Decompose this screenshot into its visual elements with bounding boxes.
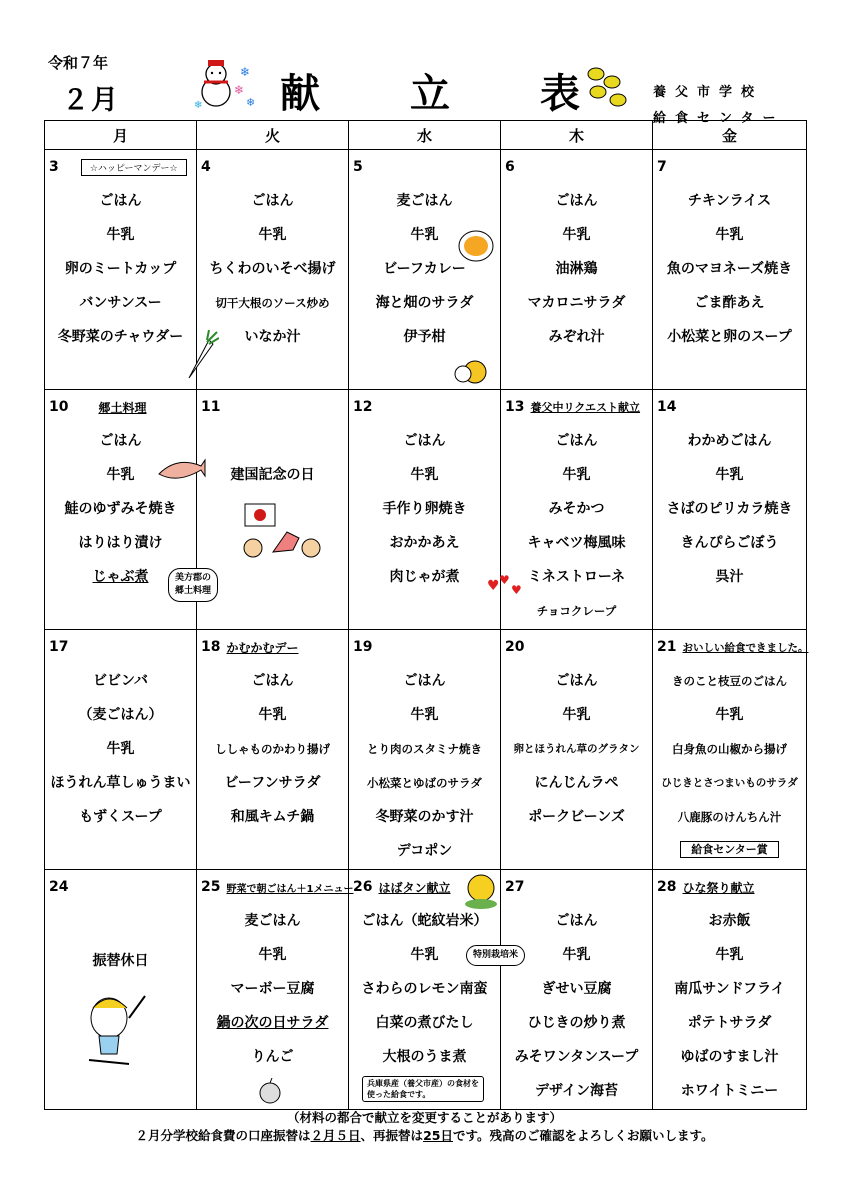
menu-item: 油淋鶏 <box>555 261 598 277</box>
menu-item: マカロニサラダ <box>527 295 626 311</box>
menu-item: 建国記念の日 <box>230 467 315 483</box>
menu-item: 海と畑のサラダ <box>375 295 474 311</box>
era-label: 令和７年 <box>48 54 109 72</box>
day-number: 5 <box>353 159 363 175</box>
day-cell <box>653 150 807 390</box>
day-number: 3 <box>49 159 59 175</box>
menu-item: お赤飯 <box>708 913 751 929</box>
page-title <box>280 62 580 119</box>
day-number: 19 <box>353 639 373 655</box>
menu-item: 牛乳 <box>410 467 439 483</box>
note-line: 使った給食です。 <box>367 1090 431 1099</box>
footer-date: 25日 <box>423 1128 453 1143</box>
menu-item: 小松菜とゆばのサラダ <box>367 776 482 790</box>
footer-payment-note <box>0 1126 849 1144</box>
day-number: 24 <box>49 879 69 895</box>
menu-item: 牛乳 <box>258 227 287 243</box>
day-cell <box>45 150 197 390</box>
menu-item: わかめごはん <box>687 433 772 449</box>
day-number: 11 <box>201 399 221 415</box>
special-rice-note <box>466 945 525 966</box>
menu-item: ししゃものかわり揚げ <box>215 742 330 756</box>
day-number: 14 <box>657 399 677 415</box>
day-number: 20 <box>505 639 525 655</box>
menu-item: 卵のミートカップ <box>64 261 177 277</box>
day-number: 25 <box>201 879 221 895</box>
menu-item: 牛乳 <box>106 741 135 757</box>
menu-item: さわらのレモン南蛮 <box>361 981 488 997</box>
menu-item: ひじきの炒り煮 <box>527 1015 626 1031</box>
footer-text: ２月分学校給食費の口座振替は <box>135 1128 311 1143</box>
menu-item: にんじんラペ <box>534 775 619 791</box>
footer-date: ２月５日 <box>310 1128 361 1143</box>
menu-item: 牛乳 <box>562 947 591 963</box>
menu-item: きのこと枝豆のごはん <box>672 674 787 688</box>
menu-item: みそワンタンスープ <box>514 1049 639 1065</box>
menu-item: 牛乳 <box>106 467 135 483</box>
menu-item: さばのピリカラ焼き <box>666 501 793 517</box>
day-cell <box>197 630 349 870</box>
menu-item: ビーフンサラダ <box>224 775 321 791</box>
day-number: 27 <box>505 879 525 895</box>
note-line: 郷土料理 <box>175 586 212 596</box>
event-title: 郷土料理 <box>98 400 147 415</box>
month-label: ２月 <box>62 85 120 116</box>
svg-text:❄: ❄ <box>234 83 245 97</box>
habatan-icon <box>461 870 501 910</box>
day-cell <box>349 870 501 1110</box>
menu-item: 八鹿豚のけんちん汁 <box>677 810 782 824</box>
menu-item: ごはん <box>555 193 598 209</box>
menu-item: はりはり漬け <box>78 535 163 551</box>
menu-item: 牛乳 <box>715 467 744 483</box>
menu-item: りんご <box>251 1049 294 1065</box>
day-cell <box>501 870 653 1110</box>
note-line: 特別栽培米 <box>473 950 519 960</box>
note-line: 美方郡の <box>175 573 212 583</box>
day-cell <box>197 870 354 1110</box>
day-number: 7 <box>657 159 667 175</box>
menu-item: デコポン <box>396 843 453 859</box>
menu-item: 白菜の煮びたし <box>375 1015 474 1031</box>
menu-item: キャベツ梅風味 <box>527 535 626 551</box>
day-cell <box>501 150 653 390</box>
day-number: 4 <box>201 159 211 175</box>
event-title: はばタン献立 <box>378 880 451 895</box>
menu-item: みそかつ <box>548 501 605 517</box>
hyogo-note <box>362 1076 484 1102</box>
event-title: かむかむデー <box>226 640 299 655</box>
hearts-icon <box>487 572 527 598</box>
menu-item: 鍋の次の日サラダ <box>216 1015 329 1031</box>
award-ribbon: 給食センター賞 <box>680 841 779 858</box>
menu-item: ほうれん草しゅうまい <box>50 775 191 791</box>
day-cell <box>45 630 197 870</box>
menu-item: 牛乳 <box>562 467 591 483</box>
mascot-icon <box>79 988 149 1066</box>
day-cell <box>653 630 807 870</box>
day-number: 21 <box>657 639 677 655</box>
menu-item: 和風キムチ鍋 <box>230 809 315 825</box>
weekday-header: 月 <box>45 121 197 150</box>
menu-item: 牛乳 <box>258 947 287 963</box>
day-cell <box>45 870 197 1110</box>
menu-item: チキンライス <box>687 193 772 209</box>
orange-icon <box>453 356 489 386</box>
menu-item: ごま酢あえ <box>694 295 765 311</box>
menu-item: 大根のうま煮 <box>382 1049 467 1065</box>
menu-item: ごはん <box>99 433 142 449</box>
menu-item: みぞれ汁 <box>548 329 605 345</box>
event-title: ひな祭り献立 <box>682 880 755 895</box>
menu-item: 冬野菜のチャウダー <box>57 329 184 345</box>
day-cell <box>349 390 501 630</box>
event-title: おいしい給食できました。 <box>682 641 809 654</box>
day-cell <box>197 150 349 390</box>
menu-item: じゃぶ煮 <box>92 569 149 585</box>
title-char: 表 <box>540 71 580 117</box>
menu-item: ポークビーンズ <box>528 809 625 825</box>
footer-note: （材料の都合で献立を変更することがあります） <box>286 1110 562 1125</box>
menu-item: ごはん（蛇紋岩米） <box>361 913 488 929</box>
weekday-header: 火 <box>197 121 349 150</box>
menu-item: 麦ごはん <box>396 193 453 209</box>
menu-item: 牛乳 <box>715 227 744 243</box>
japan-flag-icon <box>243 502 323 566</box>
menu-item: ちくわのいそべ揚げ <box>209 261 336 277</box>
event-title: 養父中リクエスト献立 <box>530 401 641 414</box>
menu-item: 切干大根のソース炒め <box>215 296 330 310</box>
menu-item: 肉じゃが煮 <box>389 569 460 585</box>
menu-item: 冬野菜のかす汁 <box>375 809 474 825</box>
day-cell <box>653 390 807 630</box>
menu-item: チョコクレープ <box>536 604 617 618</box>
menu-item: ミネストローネ <box>527 569 626 585</box>
menu-item: おかかあえ <box>389 535 460 551</box>
menu-calendar <box>44 120 807 1110</box>
menu-item: バンサンスー <box>79 295 162 311</box>
menu-item: （麦ごはん） <box>78 707 163 723</box>
weekday-header: 水 <box>349 121 501 150</box>
menu-item: ごはん <box>99 193 142 209</box>
day-cell <box>349 150 501 390</box>
snowman-icon <box>190 56 260 112</box>
menu-item: もずくスープ <box>79 809 162 825</box>
menu-item: ごはん <box>555 673 598 689</box>
svg-text:❄: ❄ <box>246 96 256 109</box>
menu-item: 牛乳 <box>410 227 439 243</box>
day-cell <box>349 630 501 870</box>
menu-item: 牛乳 <box>106 227 135 243</box>
svg-text:♥: ♥ <box>511 583 522 597</box>
menu-item: ビーフカレー <box>383 261 466 277</box>
weekday-header: 金 <box>653 121 807 150</box>
menu-item: 牛乳 <box>410 947 439 963</box>
svg-text:❄: ❄ <box>240 65 251 79</box>
day-number: 18 <box>201 639 221 655</box>
menu-item: ホワイトミニー <box>680 1083 779 1099</box>
menu-item: 牛乳 <box>410 707 439 723</box>
menu-item: ごはん <box>251 193 294 209</box>
menu-item: 南瓜サンドフライ <box>674 981 785 997</box>
menu-item: 牛乳 <box>715 707 744 723</box>
menu-item: 牛乳 <box>258 707 287 723</box>
menu-item: 手作り卵焼き <box>382 501 467 517</box>
day-number: 10 <box>49 399 69 415</box>
menu-item: とり肉のスタミナ焼き <box>367 742 482 756</box>
menu-item: 魚のマヨネーズ焼き <box>666 261 793 277</box>
day-number: 28 <box>657 879 677 895</box>
menu-item: ポテトサラダ <box>687 1015 772 1031</box>
menu-item: 麦ごはん <box>244 913 301 929</box>
menu-item: ごはん <box>403 433 446 449</box>
menu-item: 卵とほうれん草のグラタン <box>513 743 640 755</box>
weekday-header: 木 <box>501 121 653 150</box>
menu-item: ごはん <box>555 913 598 929</box>
org-line: 給食センター <box>653 111 785 126</box>
menu-item: きんぴらごぼう <box>680 535 779 551</box>
note-line: 兵庫県産（養父市産）の食材を <box>367 1079 479 1088</box>
day-number: 12 <box>353 399 373 415</box>
event-title: 野菜で朝ごはん＋1メニュー <box>226 883 354 895</box>
menu-item: 牛乳 <box>562 227 591 243</box>
menu-item: ごはん <box>555 433 598 449</box>
menu-item: ごはん <box>403 673 446 689</box>
day-cell <box>653 870 807 1110</box>
footer-text: 、再振替は <box>360 1128 424 1143</box>
svg-text:♥: ♥ <box>499 573 510 587</box>
day-number: 6 <box>505 159 515 175</box>
curry-plate-icon <box>457 228 495 264</box>
kyodo-note <box>168 568 218 602</box>
menu-item: 伊予柑 <box>403 329 446 345</box>
day-cell <box>487 390 653 630</box>
menu-item: 振替休日 <box>92 953 149 969</box>
svg-text:❄: ❄ <box>194 100 203 111</box>
menu-item: ビビンバ <box>92 673 149 689</box>
menu-item: ごはん <box>251 673 294 689</box>
menu-item: ゆばのすまし汁 <box>680 1049 779 1065</box>
day-cell <box>197 390 349 630</box>
footer-text: です。残高のご確認をよろしくお願いします。 <box>452 1128 714 1143</box>
day-number: 17 <box>49 639 69 655</box>
apple-icon <box>257 1078 283 1104</box>
menu-item: デザイン海苔 <box>534 1083 619 1099</box>
day-number: 13 <box>505 399 525 415</box>
day-number: 26 <box>353 879 373 895</box>
menu-item: 鮭のゆずみそ焼き <box>64 501 177 517</box>
beans-icon <box>582 64 632 110</box>
menu-item: 小松菜と卵のスープ <box>667 329 792 345</box>
title-char: 献 <box>280 71 320 117</box>
event-badge: ☆ハッピーマンデー☆ <box>81 159 187 176</box>
org-line: 養父市学校 <box>653 85 764 100</box>
menu-item: 白身魚の山椒から揚げ <box>672 742 787 756</box>
menu-item: ひじきとさつまいものサラダ <box>661 777 798 789</box>
menu-item: ぎせい豆腐 <box>541 981 612 997</box>
day-cell <box>501 630 653 870</box>
menu-item: 呉汁 <box>715 569 744 585</box>
menu-item: いなか汁 <box>244 329 301 345</box>
title-char: 立 <box>410 71 450 117</box>
menu-item: 牛乳 <box>715 947 744 963</box>
svg-text:♥: ♥ <box>487 578 500 594</box>
menu-item: 牛乳 <box>562 707 591 723</box>
menu-item: マーボー豆腐 <box>230 981 315 997</box>
